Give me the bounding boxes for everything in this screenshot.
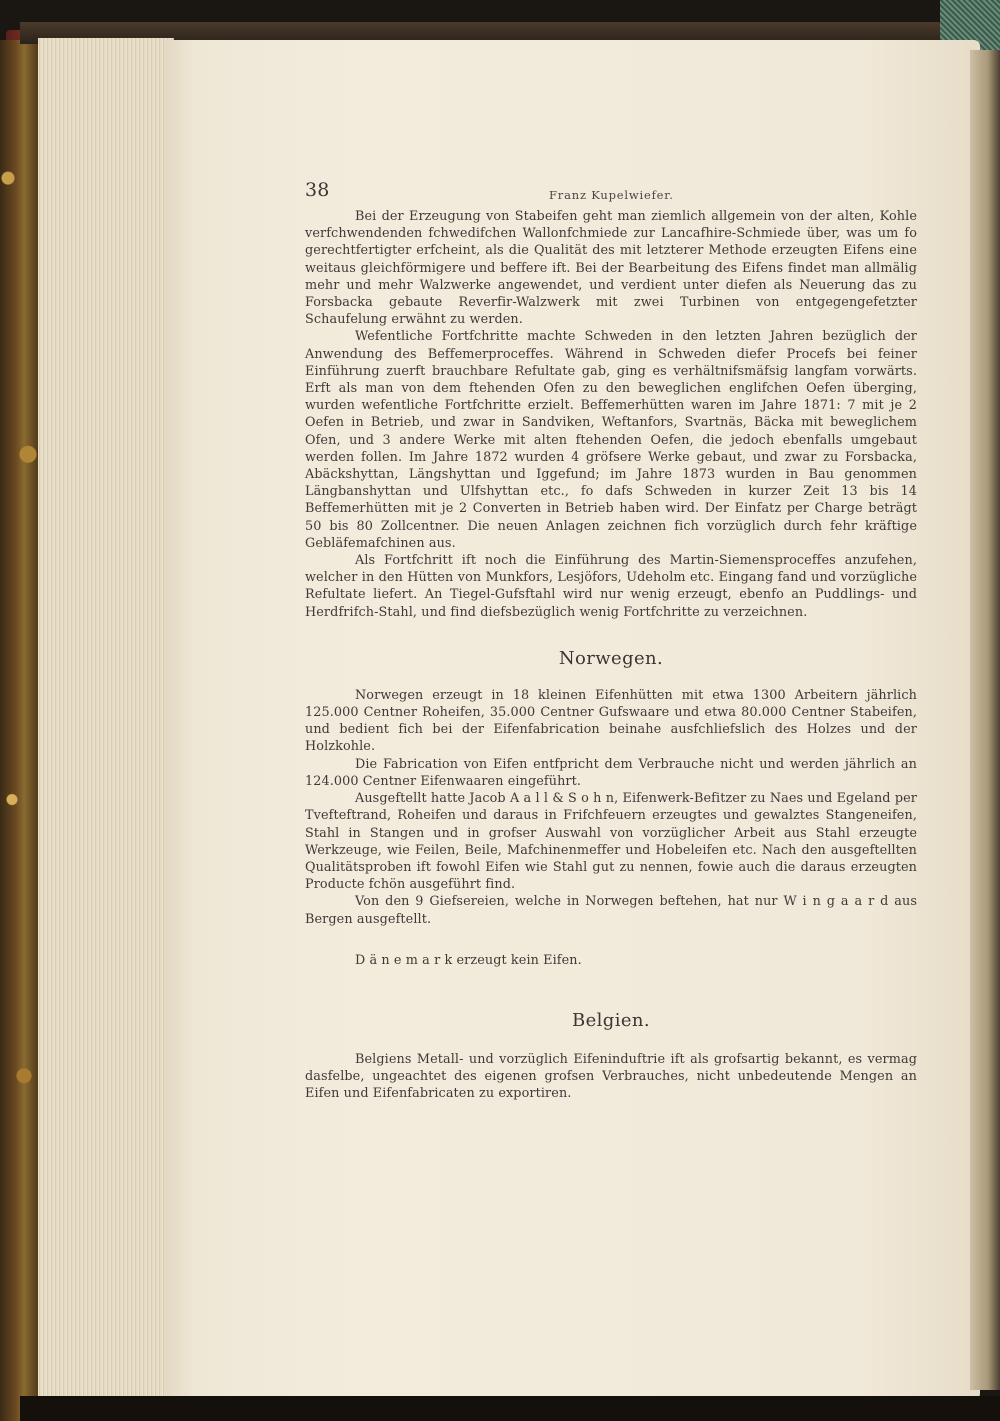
paragraph-danemark: D ä n e m a r k erzeugt kein Eifen.	[355, 952, 582, 968]
page-text-block	[305, 178, 917, 1103]
paragraph-stabeisen: Bei der Erzeugung von Stabeifen geht man ziemlich allgemein von der alten, Kohle verfchwendenden fchwedifchen Wallonfchmiede zur Lancafhire-Schmiede über, was um fo gerechtfertigter erfcheint, als die Qualität des mit letzterer Methode erzeugten Eifens eine weitaus gleichförmigere und beffere ift. Bei der Bearbeitung des Eifens findet man allmälig mehr und mehr Walzwerke angewendet, und verdient unter diefen als Neuerung das zu Forsbacka gebaute Reverfir-Walzwerk mit zwei Turbinen von entgegengefetzter Schaufelung erwähnt zu werden.	[305, 209, 917, 328]
paragraph-norwegen-import: Die Fabrication von Eifen entfpricht dem Verbrauche nicht und werden jährlich an 124.000 Centner Eifenwaaren eingeführt.	[305, 756, 917, 789]
paragraph-bessemer: Wefentliche Fortfchritte machte Schweden in den letzten Jahren bezüglich der Anwendung des Beffemerproceffes. Während in Schweden diefer Procefs bei feiner Einführung zuerft brauchbare Refultate gab, ging es verhältnifsmäfsig langfam vorwärts. Erft als man von dem ftehenden Ofen zu den beweglichen englifchen Oefen überging, wurden wefentliche Fortfchritte erzielt. Beffemerhütten waren im Jahre 1871: 7 mit je 2 Oefen in Betrieb, und zwar in Sandviken, Weftanfors, Svartnäs, Bäcka mit beweglichem Ofen, und 3 andere Werke mit alten ftehenden Oefen, die jedoch ebenfalls umgebaut werden follen. Im Jahre 1872 wurden 4 gröfsere Werke gebaut, und zwar zu Forsbacka, Abäckshyttan, Längshyttan und Iggefund; im Jahre 1873 wurden in Bau genommen Längbanshyttan und Ulfshyttan etc., fo dafs Schweden in kurzer Zeit 13 bis 14 Beffemerhütten mit je 2 Converten in Betrieb haben wird. Der Einfatz per Charge beträgt 50 bis 80 Zollcentner. Die neuen Anlagen zeichnen fich vorzüglich durch fehr kräftige Gebläfemafchinen aus.	[305, 329, 917, 551]
page-edges	[38, 38, 174, 1398]
page-right-edge	[970, 50, 1000, 1390]
paragraph-belgien: Belgiens Metall- und vorzüglich Eifeninduftrie ift als grofsartig bekannt, es vermag dasfelbe, ungeachtet des eigenen grofsen Verbrauches, nicht unbedeutende Mengen an Eifen und Eifenfabricaten zu exportiren.	[305, 1051, 917, 1102]
paragraph-martin-siemens: Als Fortfchritt ift noch die Einführung des Martin-Siemensproceffes anzufehen, welcher in den Hütten von Munkfors, Lesjöfors, Udeholm etc. Eingang fand und vorzügliche Refultate liefert. An Tiegel-Gufsftahl wird nur wenig erzeugt, ebenfo an Puddlings- und Herdfrifch-Stahl, und find diefsbezüglich wenig Fortfchritte zu verzeichnen.	[305, 553, 917, 620]
page-number: 38	[305, 179, 330, 201]
bottom-shadow	[20, 1396, 1000, 1421]
marbled-cover	[0, 40, 40, 1421]
page-header	[305, 178, 917, 208]
paragraph-norwegen-production: Norwegen erzeugt in 18 kleinen Eifenhütten mit etwa 1300 Arbeitern jährlich 125.000 Centner Roheifen, 35.000 Centner Gufswaare und etwa 80.000 Centner Stabeifen, und bedient fich bei der Eifenfabrication beinahe ausfchliefslich des Holzes und der Holzkohle.	[305, 687, 917, 755]
heading-norwegen: Norwegen.	[558, 647, 664, 669]
heading-belgien: Belgien.	[571, 1009, 651, 1031]
running-head: Franz Kupelwiefer.	[549, 188, 674, 202]
paragraph-norwegen-exhibitor: Ausgeftellt hatte Jacob A a l l & S o h n, Eifenwerk-Befitzer zu Naes und Egeland per Tvefteftrand, Roheifen und daraus in Frifchfeuern erzeugtes und gewalztes Stangeneifen, Stahl in Stangen und in grofser Auswahl von vorzüglicher Arbeit aus Stahl erzeugte Werkzeuge, wie Feilen, Beile, Mafchinenmeffer und Hobeleifen etc. Nach den ausgeftellten Qualitätsproben ift fowohl Eifen wie Stahl gut zu nennen, fowie auch die daraus erzeugten Producte fchön ausgeführt find.	[305, 791, 917, 893]
paragraph-norwegen-foundries: Von den 9 Giefsereien, welche in Norwegen beftehen, hat nur W i n g a a r d aus Bergen ausgeftellt.	[305, 894, 917, 927]
